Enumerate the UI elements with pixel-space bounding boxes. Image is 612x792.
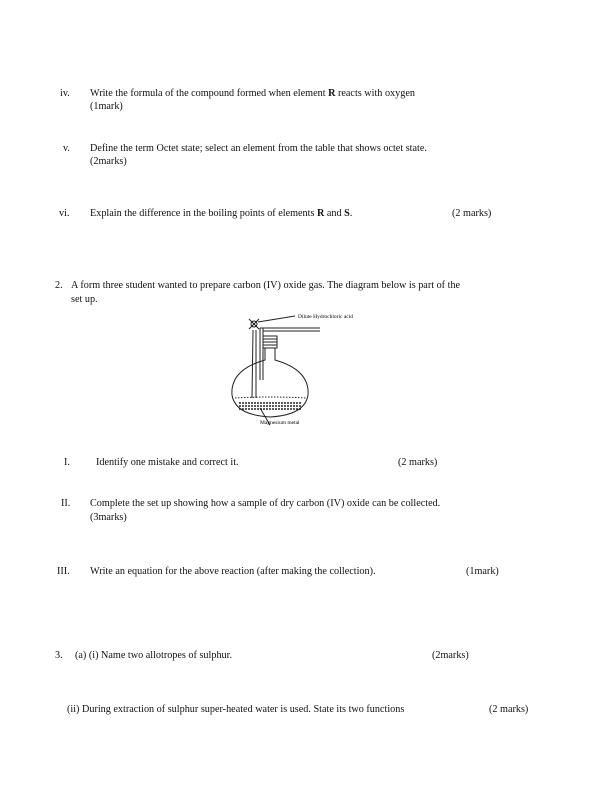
q2-I-text: Identify one mistake and correct it. [96,457,239,468]
q2-I-marks: (2 marks) [398,457,438,468]
label-dilute-hcl: Dilute Hydrochloric acid [298,314,353,320]
q2-I-number: I. [64,457,70,468]
q2-III-number: III. [57,566,70,577]
q-v-marks: (2marks) [90,156,127,167]
q3-a-marks: (2marks) [432,650,469,661]
q3-ii-text: (ii) During extraction of sulphur super-heated water is used. State its two functions [67,704,405,715]
q3-number: 3. [55,650,63,661]
label-magnesium: Magnesium metal [260,420,300,426]
q-iv-number: iv. [60,88,70,99]
q2-line2: set up. [71,294,98,305]
q2-II-text: Complete the set up showing how a sample of dry carbon (IV) oxide can be collected. [90,498,441,509]
q2-III-marks: (1mark) [466,566,499,577]
q3-a-text: (a) (i) Name two allotropes of sulphur. [75,650,233,661]
q-iv-marks: (1mark) [90,101,123,112]
q3-ii-marks: (2 marks) [489,704,529,715]
q-v-number: v. [63,143,70,154]
q-iv-text: Write the formula of the compound formed when element R reacts with oxygen [90,88,415,99]
q2-II-number: II. [61,498,71,509]
q2-III-text: Write an equation for the above reaction (after making the collection). [90,566,376,577]
q2-II-marks: (3marks) [90,512,127,523]
q2-number: 2. [55,280,63,291]
q-vi-text: Explain the difference in the boiling points of elements R and S. [90,208,353,219]
q2-line1: A form three student wanted to prepare carbon (IV) oxide gas. The diagram below is part of the [71,280,461,291]
q-vi-number: vi. [59,208,70,219]
q-v-text: Define the term Octet state; select an element from the table that shows octet state. [90,143,427,154]
apparatus-diagram [220,310,390,430]
q-vi-marks: (2 marks) [452,208,492,219]
